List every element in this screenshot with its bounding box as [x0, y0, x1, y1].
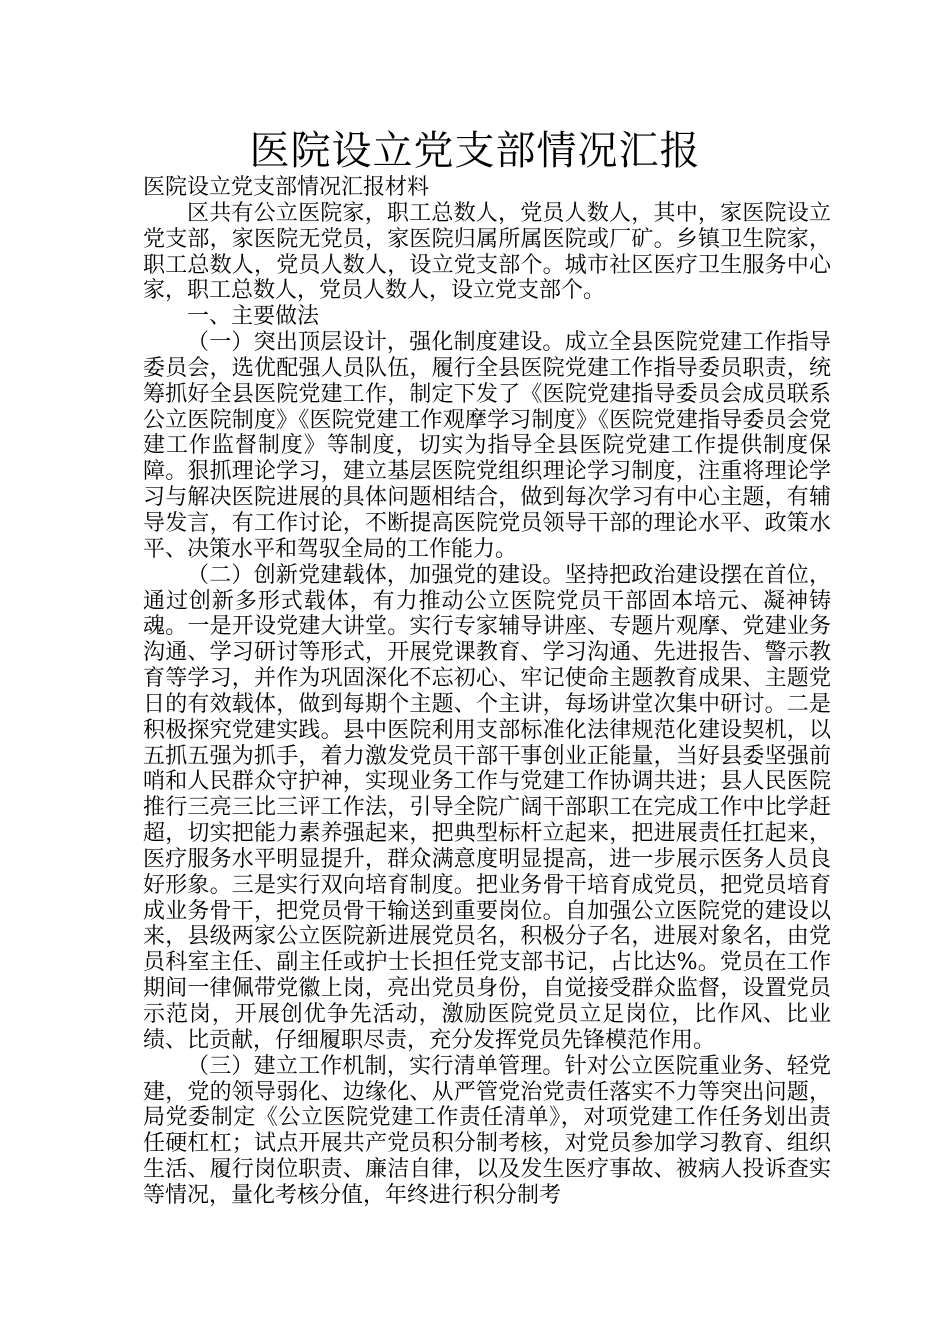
paragraph-work-mechanism: （三）建立工作机制，实行清单管理。针对公立医院重业务、轻党建，党的领导弱化、边缘化、从严管党治党责任落实不力等突出问题，局党委制定《公立医院党建工作责任清单》，对项党建工作任务划出责任硬杠杠；试点开展共产党员积分制考核，对党员参加学习教育、组织生活、履行岗位职责、廉洁自律，以及发生医疗事故、被病人投诉查实等情况，量化考核分值，年终进行积分制考 — [143, 1053, 831, 1208]
document-body — [143, 175, 831, 1209]
paragraph-party-building-carrier: （二）创新党建载体，加强党的建设。坚持把政治建设摆在首位，通过创新多形式载体，有力推动公立医院党员干部固本培元、凝神铸魂。一是开设党建大讲堂。实行专家辅导讲座、专题片观摩、党建业务沟通、学习研讨等形式，开展党课教育、学习沟通、先进报告、警示教育等学习，并作为巩固深化不忘初心、牢记使命主题教育成果、主题党日的有效载体，做到每期个主题、个主讲，每场讲堂次集中研讨。二是积极探究党建实践。县中医院利用支部标准化法律规范化建设契机，以五抓五强为抓手，着力激发党员干部干事创业正能量，当好县委坚强前哨和人民群众守护神，实现业务工作与党建工作协调共进；县人民医院推行三亮三比三评工作法，引导全院广阔干部职工在完成工作中比学赶超，切实把能力素养强起来，把典型标杆立起来，把进展责任扛起来，医疗服务水平明显提升，群众满意度明显提高，进一步展示医务人员良好形象。三是实行双向培育制度。把业务骨干培育成党员，把党员培育成业务骨干，把党员骨干输送到重要岗位。自加强公立医院党的建设以来，县级两家公立医院新进展党员名，积极分子名，进展对象名，由党员科室主任、副主任或护士长担任党支部书记，占比达%。党员在工作期间一律佩带党徽上岗，亮出党员身份，自觉接受群众监督，设置党员示范岗，开展创优争先活动，激励医院党员立足岗位，比作风、比业绩、比贡献，仔细履职尽责，充分发挥党员先锋模范作用。 — [143, 562, 831, 1053]
paragraph-top-level-design: （一）突出顶层设计，强化制度建设。成立全县医院党建工作指导委员会，选优配强人员队伍，履行全县医院党建工作指导委员职责，统筹抓好全县医院党建工作，制定下发了《医院党建指导委员会成员联系公立医院制度》《医院党建工作观摩学习制度》《医院党建指导委员会党建工作监督制度》等制度，切实为指导全县医院党建工作提供制度保障。狠抓理论学习，建立基层医院党组织理论学习制度，注重将理论学习与解决医院进展的具体问题相结合，做到每次学习有中心主题，有辅导发言，有工作讨论，不断提高医院党员领导干部的理论水平、政策水平、决策水平和驾驭全局的工作能力。 — [143, 330, 831, 562]
document-title: 医院设立党支部情况汇报 — [249, 128, 701, 174]
document-subtitle: 医院设立党支部情况汇报材料 — [143, 175, 430, 200]
section-heading-main-practices: 一、主要做法 — [187, 304, 320, 330]
paragraph-overview: 区共有公立医院家，职工总数人，党员人数人，其中，家医院设立党支部，家医院无党员，家医院归属所属医院或厂矿。乡镇卫生院家，职工总数人，党员人数人，设立党支部个。城市社区医疗卫生服务中心家，职工总数人，党员人数人，设立党支部个。 — [143, 200, 831, 304]
